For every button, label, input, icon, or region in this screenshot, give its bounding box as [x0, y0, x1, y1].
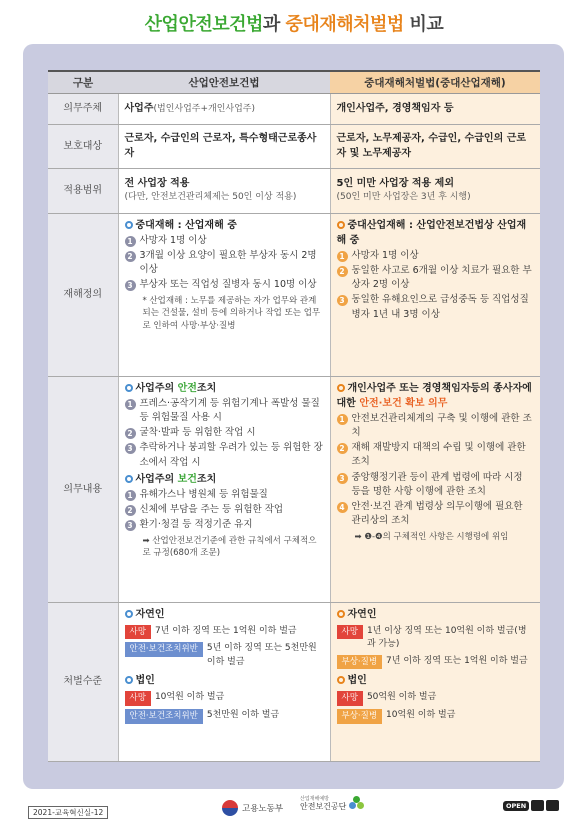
table-row [48, 376, 540, 602]
table-row [48, 168, 540, 213]
cell-right: 5인 미만 사업장 적용 제외 (50인 미만 사업장은 3년 후 시행) [330, 168, 540, 213]
cc-license-icon [531, 800, 544, 811]
table-row [48, 213, 540, 376]
cc-license-icon [546, 800, 559, 811]
header-safety-act: 산업안전보건법 [118, 71, 330, 93]
cell-right: 근로자, 노무제공자, 수급인, 수급인의 근로자 및 노무제공자 [330, 124, 540, 168]
comparison-table [48, 70, 540, 762]
cell-left: 사업주의 안전조치 1 프레스·공작기계 등 위험기계나 폭발성 물질 등 위험물질 사용 시 2 굴착·발파 등 위험한 작업 시 3 추락하거나 붕괴할 우려가 있는 등 위험한 장소에서 작업 시 사업주의 보건조치 1 유해가스나 병원체 등 위험물질 2 신체에 부담을 주는 등 위험한 작업 3 환기·청결 등 적정기준 유지 ➡ 산업안전보건기준에 관한 규칙에서 구체적으로 규정(680개 조문) [118, 376, 330, 602]
penalty-tag: 안전·보건조치위반 [125, 642, 203, 657]
header-category: 구분 [48, 71, 118, 93]
cell-left: 전 사업장 적용 (다만, 안전보건관리체제는 50인 이상 적용) [118, 168, 330, 213]
row-label: 의무주체 [48, 93, 118, 124]
circle-bullet-icon [125, 610, 133, 618]
cell-left: 사업주(법인사업주+개인사업주) [118, 93, 330, 124]
kosha-logo: 산업재해예방 안전보건공단 [300, 796, 365, 812]
table-row [48, 602, 540, 761]
penalty-tag: 부상·질병 [337, 655, 383, 670]
row-label: 의무내용 [48, 376, 118, 602]
row-label: 처벌수준 [48, 602, 118, 761]
ministry-logo: 고용노동부 [222, 800, 283, 816]
circle-bullet-icon [337, 384, 345, 392]
table-row [48, 124, 540, 168]
header-serious-accident-act: 중대재해처벌법(중대산업재해) [330, 71, 540, 93]
cell-right: 중대산업재해 : 산업안전보건법상 산업재해 중 1 사망자 1명 이상 2 동일한 사고로 6개월 이상 치료가 필요한 부상자 2명 이상 3 동일한 유해요인으로 급성중독 등 직업성질병자 1년 내 3명 이상 [330, 213, 540, 376]
taeguk-logo-icon [222, 800, 238, 816]
circle-bullet-icon [125, 221, 133, 229]
circle-bullet-icon [125, 384, 133, 392]
open-license-badge: OPEN [503, 800, 559, 811]
cell-left: 자연인 사망 7년 이하 징역 또는 1억원 이하 벌금 안전·보건조치위반 5년 이하 징역 또는 5천만원 이하 벌금 법인 사망 10억원 이하 벌금 안전·보건조치위반 5천만원 이하 벌금 [118, 602, 330, 761]
cell-right: 자연인 사망 1년 이상 징역 또는 10억원 이하 벌금(병과 가능) 부상·질병 7년 이하 징역 또는 1억원 이하 벌금 법인 사망 50억원 이하 벌금 부상·질병 10억원 이하 벌금 [330, 602, 540, 761]
row-label: 적용범위 [48, 168, 118, 213]
row-label: 재해정의 [48, 213, 118, 376]
circle-bullet-icon [125, 475, 133, 483]
circle-bullet-icon [125, 676, 133, 684]
page-title: 산업안전보건법과 중대재해처벌법 비교 [144, 14, 444, 35]
penalty-tag: 사망 [125, 625, 151, 640]
circle-bullet-icon [337, 676, 345, 684]
penalty-tag: 안전·보건조치위반 [125, 709, 203, 724]
circle-bullet-icon [337, 221, 345, 229]
cell-right: 개인사업주, 경영책임자 등 [330, 93, 540, 124]
definition-note: * 산업재해 : 노무를 제공하는 자가 업무와 관계되는 건설물, 설비 등에 의하거나 작업 또는 업무로 인하여 사망·부상·질병 [142, 295, 321, 331]
circle-bullet-icon [337, 610, 345, 618]
row-label: 보호대상 [48, 124, 118, 168]
table-row [48, 93, 540, 124]
kosha-leaf-icon [349, 796, 365, 812]
penalty-tag: 사망 [337, 625, 363, 640]
cell-left: 중대재해 : 산업재해 중 1 사망자 1명 이상 2 3개월 이상 요양이 필요한 부상자 동시 2명 이상 3 부상자 또는 직업성 질병자 동시 10명 이상 * 산업재해 : 노무를 제공하는 자가 업무와 관계되는 건설물, 설비 등에 의하거나 작업 또는 업무로 인하여 사망·부상·질병 [118, 213, 330, 376]
penalty-tag: 사망 [337, 691, 363, 706]
cell-right: 개인사업주 또는 경영책임자등의 종사자에 대한 안전·보건 확보 의무 1 안전보건관리체계의 구축 및 이행에 관한 조치 2 재해 재발방지 대책의 수립 및 이행에 관한 조치 3 중앙행정기관 등이 관계 법령에 따라 시정 등을 명한 사항 이행에 관한 조치 4 안전·보건 관계 법령상 의무이행에 필요한 관리상의 조치 ➡ ❶-❹의 구체적인 사항은 시행령에 위임 [330, 376, 540, 602]
document-code: 2021-교육혁신실-12 [28, 806, 108, 819]
penalty-tag: 사망 [125, 691, 151, 706]
penalty-tag: 부상·질병 [337, 709, 383, 724]
table-header-row [48, 71, 540, 93]
cell-left: 근로자, 수급인의 근로자, 특수형태근로종사자 [118, 124, 330, 168]
